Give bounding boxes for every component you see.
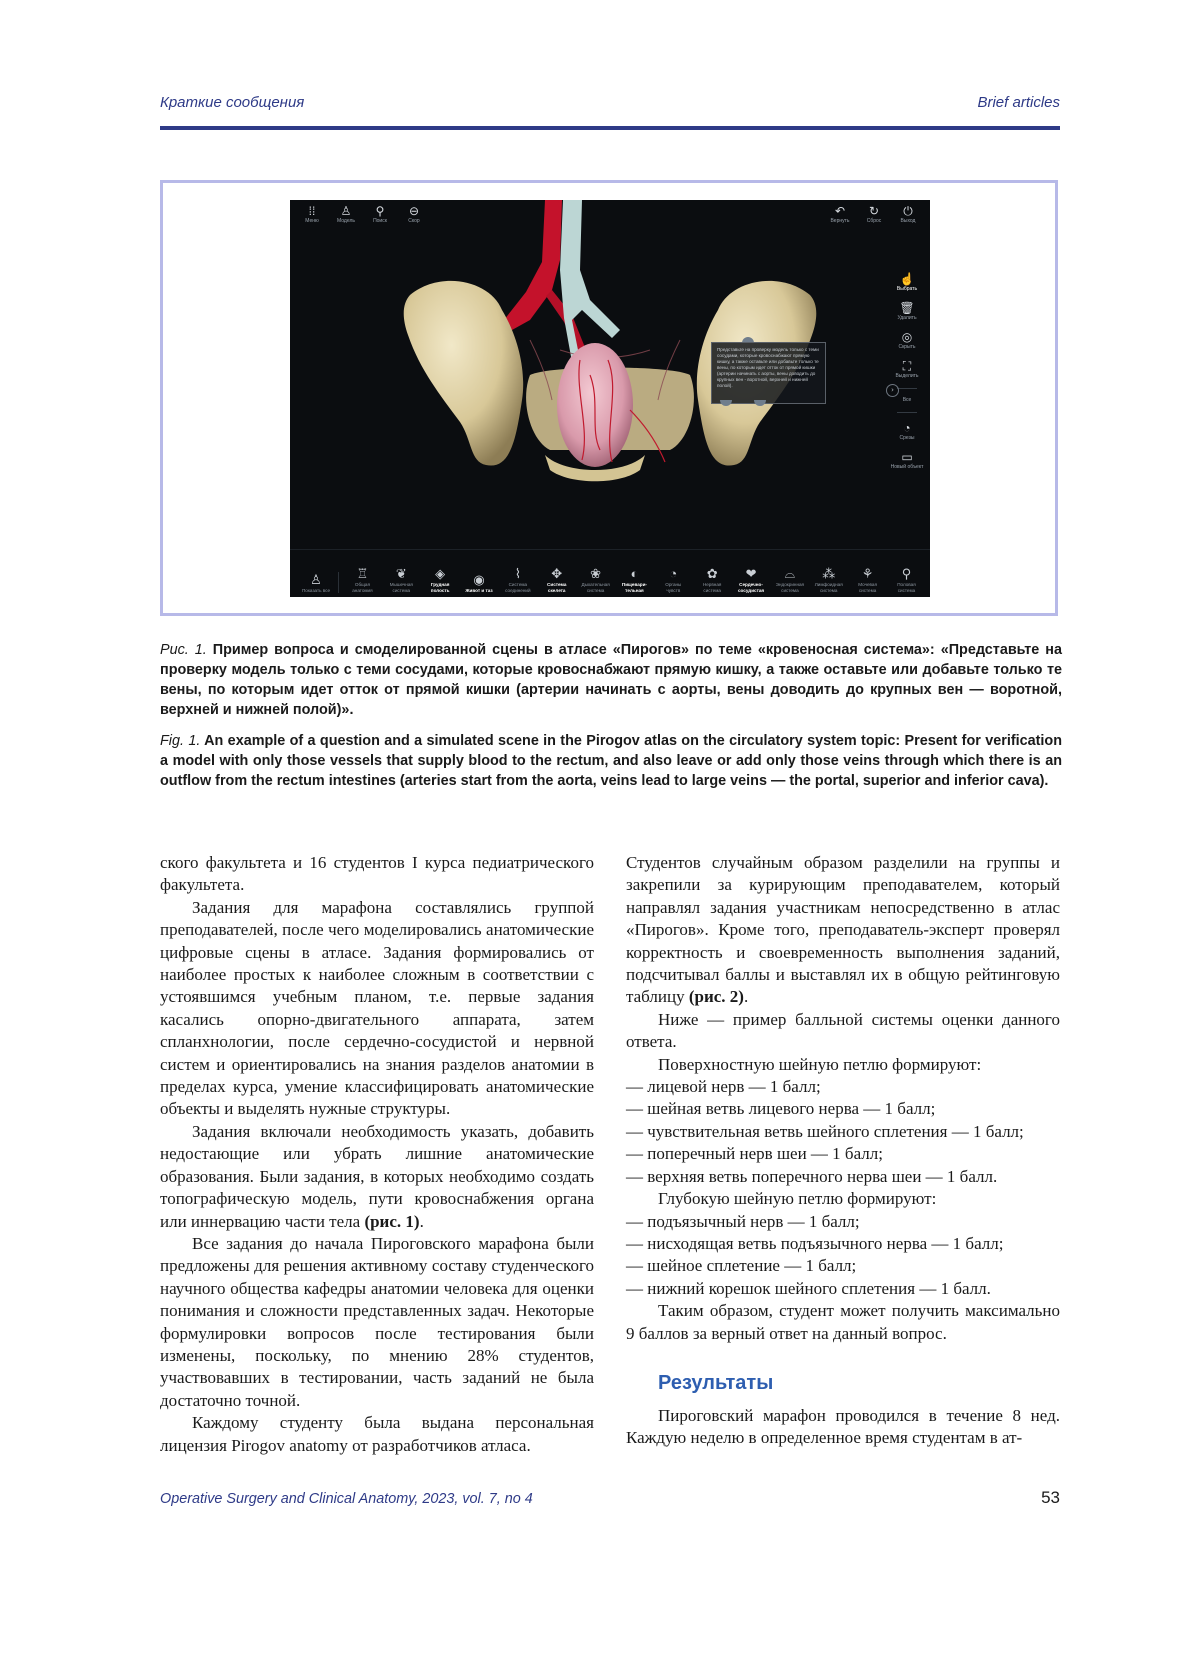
side-toolbar-button[interactable] <box>903 397 912 404</box>
new-object-icon: ▭ <box>901 450 913 464</box>
system-toolbar-button[interactable] <box>460 572 499 594</box>
system-toolbar-label: Система соединений <box>505 582 531 593</box>
task-panel <box>711 342 826 404</box>
system-toolbar-button[interactable] <box>537 566 576 593</box>
side-toolbar-label: Новый объект <box>890 464 924 470</box>
caption-en-label: Fig. 1. <box>160 733 201 749</box>
paragraph <box>160 1121 594 1233</box>
paragraph: Пироговский марафон проводился в течение 8 нед. Каждую неделю в определенное время студентам в ат- <box>626 1405 1060 1448</box>
paragraph-text: Задания для марафона составлялись группой преподавателей, после чего моделировались анатомические цифровые сцены в атласе. Задания формировались от наиболее простых к наиболее сложным в соответствии с устоявшимся учебным планом, т.е. первые задания касались опорно-двигательного аппарата, затем спланхнологии, после сердечно-сосудистой и нервной систем и ориентировались на знания разделов анатомии в пределах курса, умение классифицировать анатомические объекты и выделять нужные структуры. <box>160 897 594 1119</box>
undo-icon: ↶ <box>834 204 846 218</box>
top-toolbar-button[interactable] <box>298 204 326 232</box>
ear-icon: ◔ <box>903 421 911 435</box>
system-toolbar-label: Нервная система <box>702 582 722 593</box>
reset-icon: ↻ <box>868 204 880 218</box>
list-item: — подъязычный нерв — 1 балл; <box>626 1211 860 1231</box>
top-toolbar-label: Сброс <box>866 218 882 224</box>
right-toolbar <box>890 272 924 471</box>
paragraph <box>160 1412 594 1457</box>
paragraph-tail: . <box>419 1211 424 1231</box>
eye-off-icon: ◎ <box>901 330 913 344</box>
system-toolbar-label: Мышечная система <box>389 582 413 593</box>
side-toolbar-button[interactable] <box>897 272 917 293</box>
thyroid-icon: ⌓ <box>784 566 796 581</box>
scoring-list-superficial <box>626 1076 1060 1188</box>
paragraph <box>160 1233 594 1412</box>
journal-name: Operative Surgery and Clinical Anatomy, 2023, vol. 7, no 4 <box>160 1491 533 1507</box>
top-toolbar-button[interactable] <box>860 204 888 232</box>
system-toolbar-label: Половая система <box>897 582 916 593</box>
side-toolbar-label: Удалить <box>897 315 917 321</box>
grid-icon: ⁞⁞ <box>308 204 316 218</box>
system-toolbar-button[interactable] <box>498 566 537 593</box>
list-title: Глубокую шейную петлю формируют: <box>658 1189 937 1209</box>
system-toolbar-button[interactable] <box>576 566 615 593</box>
paragraph-text: Студентов случайным образом разделили на группы и закрепили за курирующим преподавателем, который направлял задания участникам непосредственно в атлас «Пирогов». Кроме того, преподаватель-эксперт проверял корректность и своевременность выполнения заданий, подсчитывал баллы и выставлял их в общую рейтинговую таблицу <box>626 853 1060 1007</box>
bones-icon: ✥ <box>551 566 563 581</box>
top-toolbar-label: Меню <box>305 218 319 224</box>
isolate-icon: ⛶ <box>902 359 912 373</box>
muscle-icon: ❦ <box>395 566 407 581</box>
side-toolbar-button[interactable] <box>897 301 916 322</box>
search-icon: ⚲ <box>375 204 385 218</box>
zoom-out-icon: ⊖ <box>408 204 420 218</box>
paragraph <box>160 852 594 897</box>
top-toolbar-button[interactable] <box>366 204 394 232</box>
chest-icon: ◈ <box>435 566 446 581</box>
figure-reference: (рис. 1) <box>364 1211 420 1231</box>
abdomen-icon: ◉ <box>473 571 485 587</box>
lungs-icon: ❀ <box>590 566 602 581</box>
system-toolbar-button[interactable] <box>421 566 460 593</box>
system-toolbar-button[interactable] <box>848 566 887 593</box>
system-toolbar-button[interactable] <box>732 566 771 593</box>
left-hip-bone <box>404 281 523 466</box>
bottom-toolbar <box>290 549 930 597</box>
system-toolbar-label: Общая анатомия <box>352 582 373 593</box>
joint-icon: ⌇ <box>514 566 522 581</box>
brain-icon: ✿ <box>706 566 718 581</box>
top-toolbar-button[interactable] <box>826 204 854 232</box>
paragraph-text: ского факультета и 16 студентов I курса педиатрического факультета. <box>160 853 594 895</box>
toolbar-divider <box>897 388 917 389</box>
task-panel-text: Представьте на проверку модель только с теми сосудами, которые кровоснабжают прямую кишку, а также оставьте или добавьте только те вены, по которым идет отток от прямой кишки (артерии начинать с аорты, вены доводить до крупных вен - воротной, верхней и нижней полой). <box>717 347 819 388</box>
system-toolbar-button[interactable] <box>615 566 654 593</box>
side-toolbar-button[interactable] <box>898 330 915 351</box>
system-toolbar-button[interactable] <box>770 566 809 593</box>
system-toolbar-button[interactable] <box>343 566 382 593</box>
right-column <box>626 852 1060 1450</box>
section-title-en: Brief articles <box>977 94 1060 111</box>
list-title: Поверхностную шейную петлю формируют: <box>658 1054 982 1074</box>
caption-ru-text: Пример вопроса и смоделированной сцены в атласе «Пирогов» по теме «кровеносная система»: «Представьте на проверку модель только с теми сосудами, которые кровоснабжают прямую кишку, а также оставьте или добавьте только те вены, по которым идет отток от прямой кишки (артерии начинать с аорты, вены доводить до крупных вен — воротной, верхней и нижней полой)». <box>160 642 1062 718</box>
atlas-screenshot <box>290 200 930 597</box>
uterus-icon: ⚲ <box>901 566 912 581</box>
system-toolbar-button[interactable] <box>693 566 732 593</box>
list-item: — чувствительная ветвь шейного сплетения — 1 балл; <box>626 1121 1024 1141</box>
person-outline-icon: ♙ <box>310 571 322 587</box>
top-toolbar-left <box>298 204 428 232</box>
system-toolbar-button[interactable] <box>654 566 693 593</box>
system-toolbar-label: Живот и таз <box>465 587 493 593</box>
list-item: — верхняя ветвь поперечного нерва шеи — 1 балл. <box>626 1166 998 1186</box>
paragraph: Ниже — пример балльной системы оценки данного ответа. <box>626 1009 1060 1052</box>
top-toolbar-button[interactable] <box>894 204 922 232</box>
lymph-icon: ⁂ <box>822 566 836 581</box>
list-item: — поперечный нерв шеи — 1 балл; <box>626 1144 883 1164</box>
list-item: — нисходящая ветвь подъязычного нерва — 1 балл; <box>626 1233 1004 1253</box>
figure-caption-ru <box>160 640 1062 720</box>
top-toolbar-right <box>826 204 922 232</box>
side-toolbar-label: Выделить <box>895 373 919 379</box>
section-heading: Результаты <box>658 1371 774 1394</box>
person-icon: ♙ <box>340 204 352 218</box>
system-toolbar-button[interactable] <box>809 566 848 593</box>
system-toolbar-button[interactable] <box>382 566 421 593</box>
collapse-panel-icon[interactable]: › <box>886 384 899 397</box>
pelvis-scene <box>290 200 930 597</box>
heart-icon: ❤ <box>745 566 757 581</box>
top-toolbar-label: Поиск <box>373 218 387 224</box>
side-toolbar-label: Срезы <box>899 435 915 441</box>
paragraph-text: Все задания до начала Пироговского марафона были предложены для решения активному составу студенческого научного общества кафедры анатомии человека для оценки понимания и сложности представленных задач. Некоторые формулировки вопросов после тестирования были изменены, поскольку, по мнению 28% студентов, участвовавших в тестировании, часть заданий не была достаточно точной. <box>160 1233 594 1410</box>
running-head <box>160 94 1060 111</box>
left-column <box>160 852 594 1457</box>
top-toolbar-label: Вернуть <box>830 218 850 224</box>
skeleton-icon: ♖ <box>356 566 369 581</box>
top-toolbar-label: Модель <box>337 218 355 224</box>
stomach-icon: ◐ <box>630 566 639 581</box>
system-toolbar-button[interactable] <box>294 572 339 594</box>
system-toolbar-label: Дыхательная система <box>581 582 610 593</box>
list-item: — шейная ветвь лицевого нерва — 1 балл; <box>626 1099 936 1119</box>
section-title-ru: Краткие сообщения <box>160 94 305 111</box>
system-toolbar-label: Эндокринная система <box>775 582 805 593</box>
header-rule <box>160 126 1060 130</box>
top-toolbar-button[interactable] <box>400 204 428 232</box>
list-item: — лицевой нерв — 1 балл; <box>626 1077 821 1097</box>
side-toolbar-label: Все <box>902 397 912 403</box>
ear-organ-icon: ◔ <box>669 566 678 581</box>
caption-en-text: An example of a question and a simulated scene in the Pirogov atlas on the circulatory system topic: Present for verification a model with only those vessels that supply blood to the rectum, and also leave or add only those veins through which there is an outflow from the rectum intestines (arteries start from the aorta, veins lead to large veins — the portal, superior and inferior cava). <box>160 733 1062 789</box>
page-footer <box>160 1488 1060 1508</box>
system-toolbar-label: Лимфоидная система <box>814 582 843 593</box>
paragraph-text: Задания включали необходимость указать, добавить недостающие или убрать лишние анатомические образования. Были задания, в которых необходимо создать топографическую модель, пути кровоснабжения органа или иннервацию части тела <box>160 1121 594 1231</box>
figure-caption-en <box>160 731 1062 791</box>
list-item: — шейное сплетение — 1 балл; <box>626 1256 857 1276</box>
side-toolbar-button[interactable] <box>891 450 924 471</box>
hand-pointer-icon: ☝ <box>899 272 915 286</box>
paragraph: Таким образом, студент может получить максимально 9 баллов за верный ответ на данный вопрос. <box>626 1301 1060 1343</box>
top-toolbar <box>290 200 930 236</box>
trash-icon: 🗑 <box>899 301 915 315</box>
system-toolbar-label: Система скелета <box>547 582 567 593</box>
kidney-icon: ⚘ <box>861 566 874 581</box>
paragraph-text: Каждому студенту была выдана персональная лицензия Pirogov anatomy от разработчиков атласа. <box>160 1413 594 1455</box>
top-toolbar-button[interactable] <box>332 204 360 232</box>
paragraph: Студентов случайным образом разделили на группы и закрепили за курирующим преподавателем, который направлял задания участникам непосредственно в атлас «Пирогов». Кроме того, преподаватель-эксперт проверял корректность и своевременность выполнения заданий, подсчитывал баллы и выставлял их в общую рейтинговую таблицу (рис. 2). <box>626 853 1060 1007</box>
system-toolbar-label: Мочевая система <box>858 582 877 593</box>
system-toolbar-label: Сердечно- сосудистая <box>737 582 765 593</box>
list-item: — нижний корешок шейного сплетения — 1 балл. <box>626 1278 991 1298</box>
top-toolbar-label: Скор <box>408 218 420 224</box>
toolbar-divider <box>897 412 917 413</box>
side-toolbar-label: Скрыть <box>898 344 916 350</box>
side-toolbar-label: Выбрать <box>896 286 918 292</box>
system-toolbar-label: Грудная полость <box>430 582 450 593</box>
caption-ru-label: Рис. 1. <box>160 642 207 658</box>
system-toolbar-button[interactable] <box>887 566 926 593</box>
system-toolbar-label: Показать все <box>301 587 331 593</box>
page-number: 53 <box>1041 1488 1060 1507</box>
side-toolbar-button[interactable] <box>895 359 918 380</box>
side-toolbar-button[interactable] <box>900 421 915 442</box>
system-toolbar-label: Органы чувств <box>665 582 682 593</box>
figure-reference: (рис. 2) <box>688 987 744 1007</box>
system-toolbar-label: Пищевари- тельная <box>621 582 647 593</box>
scoring-list-deep <box>626 1211 1060 1301</box>
paragraph <box>160 897 594 1121</box>
top-toolbar-label: Выход <box>900 218 916 224</box>
power-icon: ⏻ <box>903 204 913 218</box>
